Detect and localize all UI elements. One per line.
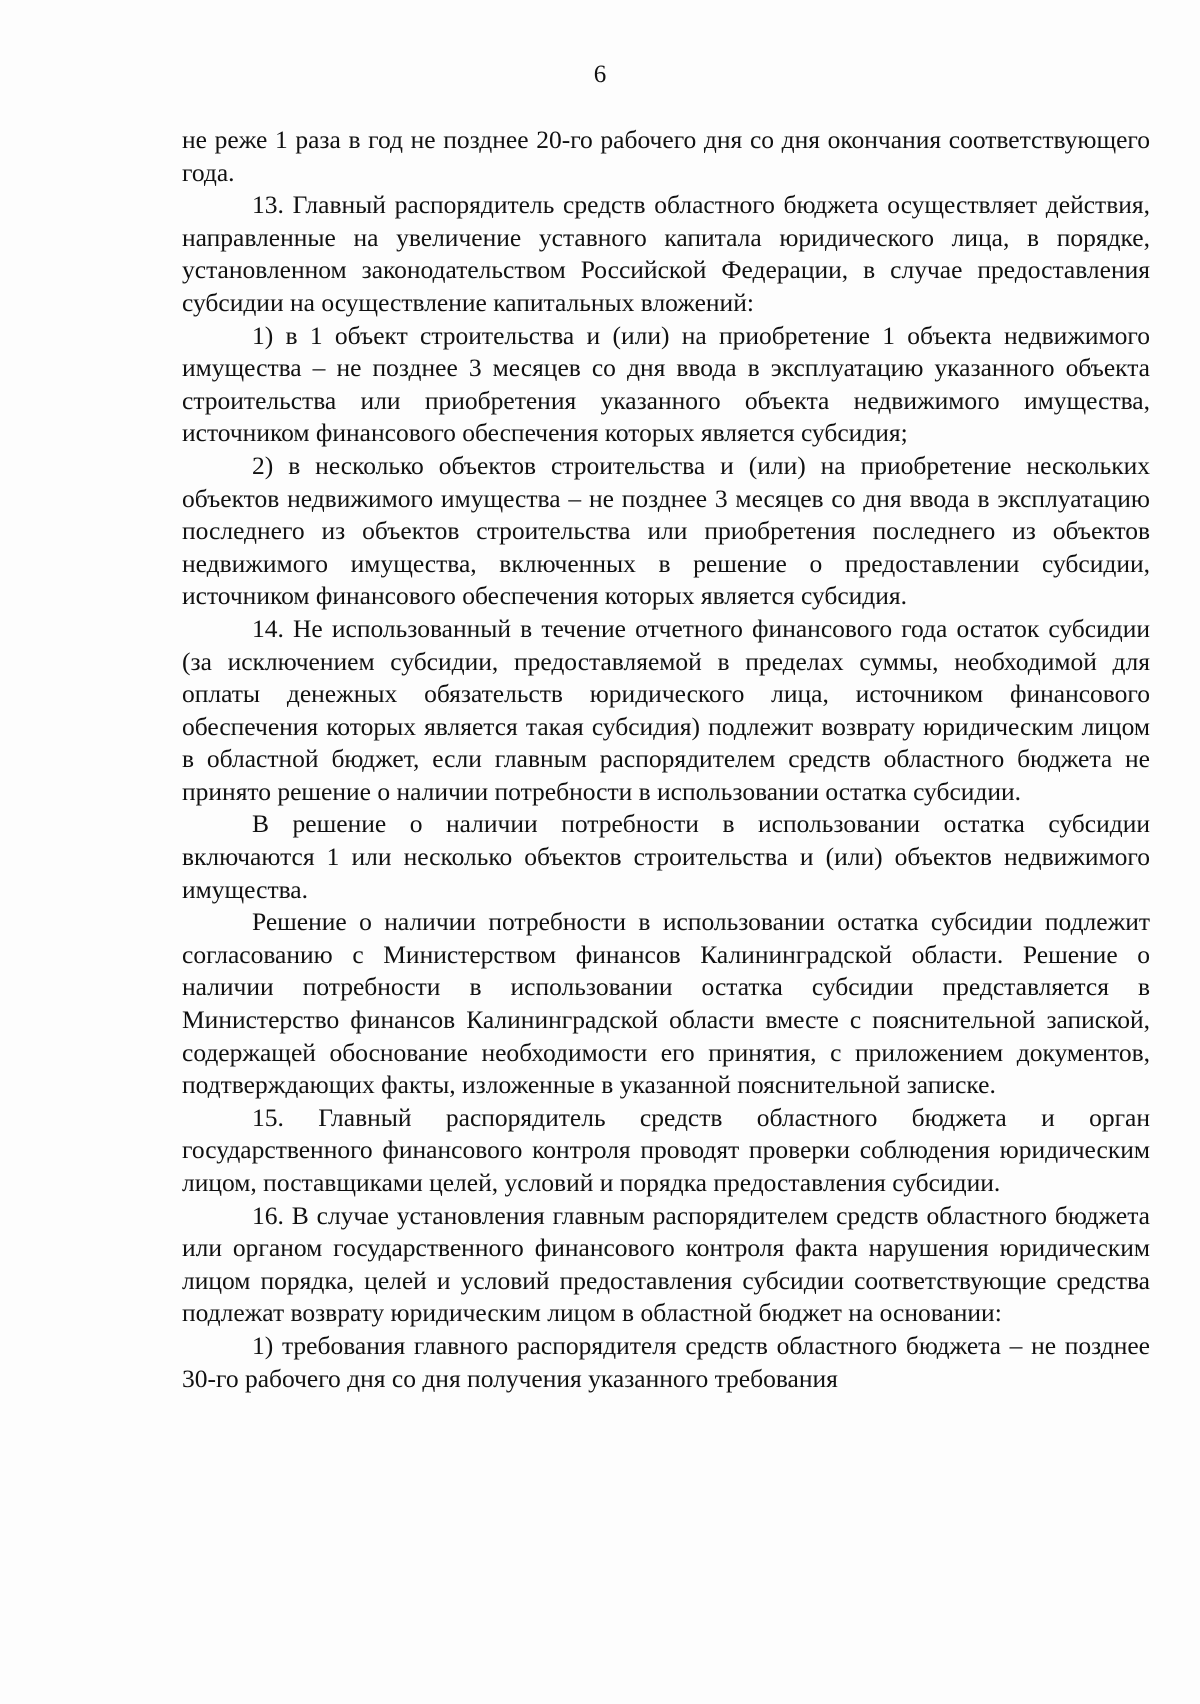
paragraph-16-item-1: 1) требования главного распорядителя средств областного бюджета – не позднее 30-го рабочего дня со дня получения указанного требования [182, 1330, 1150, 1393]
paragraph-13: 13. Главный распорядитель средств областного бюджета осуществляет действия, направленные на увеличение уставного капитала юридического лица, в порядке, установленном законодательством Российской Федерации, в случае предоставления субсидии на осуществление капитальных вложений: [182, 190, 1150, 317]
paragraph-14: 14. Не использованный в течение отчетного финансового года остаток субсидии (за исключением субсидии, предоставляемой в пределах суммы, необходимой для оплаты денежных обязательств юридического лица, источником финансового обеспечения которых является такая субсидия) подлежит возврату юридическим лицом в областной бюджет, если главным распорядителем средств областного бюджета не принято решение о наличии потребности в использовании остатка субсидии. [182, 613, 1150, 806]
paragraph-continuation: не реже 1 раза в год не позднее 20-го рабочего дня со дня окончания соответствующего года. [182, 125, 1150, 187]
paragraph-16: 16. В случае установления главным распорядителем средств областного бюджета или органом государственного финансового контроля факта нарушения юридическим лицом порядка, целей и условий предоставления субсидии соответствующие средства подлежат возврату юридическим лицом в областной бюджет на основании: [182, 1200, 1150, 1328]
paragraph-15: 15. Главный распорядитель средств областного бюджета и орган государственного финансового контроля проводят проверки соблюдения юридическим лицом, поставщиками целей, условий и порядка предоставления субсидии. [182, 1102, 1150, 1197]
paragraph-14-decision-contents: В решение о наличии потребности в использовании остатка субсидии включаются 1 или несколько объектов строительства и (или) объектов недвижимого имущества. [182, 809, 1150, 904]
paragraph-14-decision-approval: Решение о наличии потребности в использовании остатка субсидии подлежит согласованию с Министерством финансов Калининградской области. Решение о наличии потребности в использовании остатка субсидии представляется в Министерство финансов Калининградской области вместе с пояснительной запиской, содержащей обоснование необходимости его принятия, с приложением документов, подтверждающих факты, изложенные в указанной пояснительной записке. [182, 907, 1150, 1100]
document-body [182, 124, 1150, 1395]
paragraph-13-item-1: 1) в 1 объект строительства и (или) на приобретение 1 объекта недвижимого имущества – не позднее 3 месяцев со дня ввода в эксплуатацию указанного объекта строительства или приобретения указанного объекта недвижимого имущества, источником финансового обеспечения которых является субсидия; [182, 320, 1150, 448]
paragraph-13-item-2: 2) в несколько объектов строительства и (или) на приобретение нескольких объектов недвижимого имущества – не позднее 3 месяцев со дня ввода в эксплуатацию последнего из объектов строительства или приобретения последнего из объектов недвижимого имущества, включенных в решение о предоставлении субсидии, источником финансового обеспечения которых является субсидия. [182, 450, 1150, 611]
page-number: 6 [593, 61, 607, 88]
